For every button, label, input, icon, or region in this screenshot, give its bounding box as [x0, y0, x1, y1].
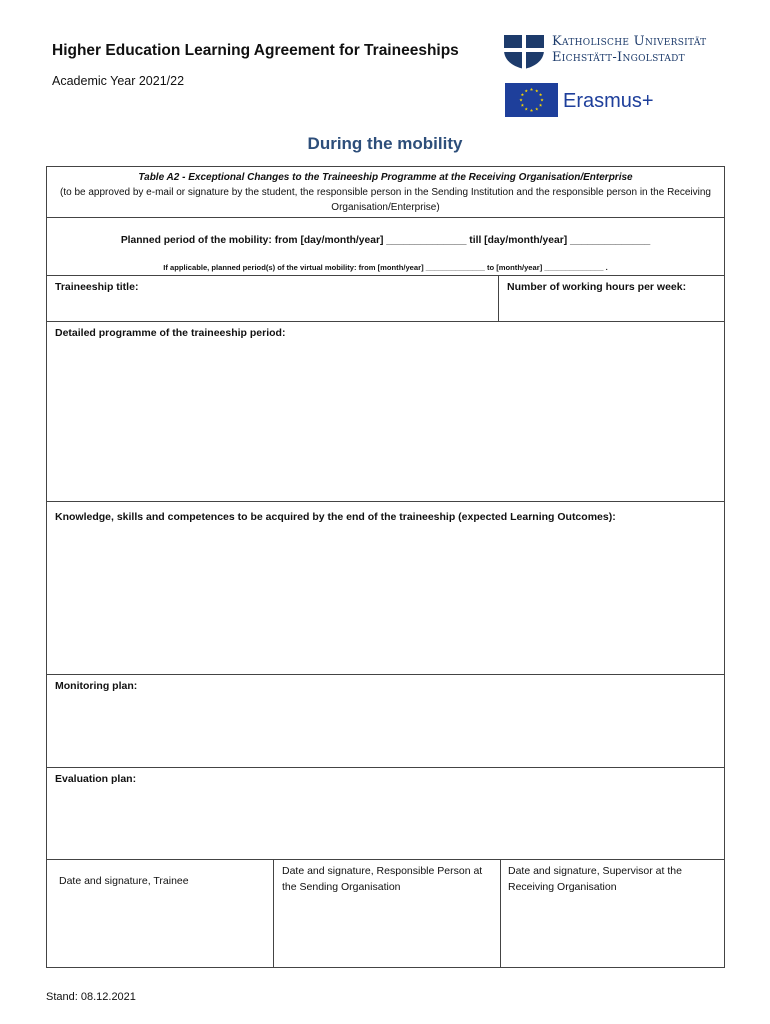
changes-form-table: [46, 166, 725, 968]
traineeship-title-field[interactable]: [47, 275, 498, 321]
monitoring-plan-field[interactable]: [47, 674, 724, 767]
erasmus-logo-text: Erasmus+: [563, 90, 654, 112]
signature-sending-field[interactable]: [273, 859, 500, 967]
document-title: Higher Education Learning Agreement for Traineeships: [52, 42, 459, 59]
working-hours-label: Number of working hours per week:: [507, 281, 687, 293]
learning-outcomes-label: Knowledge, skills and competences to be acquired by the end of the traineeship (expected Learning Outcomes):: [55, 511, 616, 523]
signature-receiving-field[interactable]: [500, 859, 724, 967]
programme-field[interactable]: [47, 321, 724, 501]
signature-trainee-label: Date and signature, Trainee: [59, 875, 189, 887]
signature-trainee-field[interactable]: [47, 859, 273, 967]
table-caption: [47, 167, 724, 217]
monitoring-plan-label: Monitoring plan:: [55, 680, 138, 692]
working-hours-field[interactable]: [498, 275, 724, 321]
table-caption-title: Table A2 - Exceptional Changes to the Traineeship Programme at the Receiving Organisation/Enterprise: [138, 172, 633, 183]
virtual-period-label: If applicable, planned period(s) of the virtual mobility: from [month/year] ______________ to [month/year] ______________ .: [163, 263, 608, 272]
university-name-line2: Eichstätt-Ingolstadt: [552, 50, 685, 65]
planned-period-row[interactable]: [47, 217, 724, 275]
university-name-line1: Katholische Universität: [552, 34, 707, 49]
eu-flag-icon: [505, 83, 558, 117]
planned-period-label: Planned period of the mobility: from [day/month/year] ______________ till [day/month/year] ______________: [120, 235, 651, 246]
footer-stand-date: Stand: 08.12.2021: [46, 991, 136, 1003]
programme-label: Detailed programme of the traineeship period:: [55, 327, 286, 339]
signature-sending-label: Date and signature, Responsible Person at the Sending Organisation: [282, 865, 483, 893]
university-shield-icon: [503, 34, 545, 70]
evaluation-plan-field[interactable]: [47, 767, 724, 859]
university-logo-text: [552, 34, 706, 66]
evaluation-plan-label: Evaluation plan:: [55, 773, 137, 785]
learning-outcomes-field[interactable]: [47, 501, 724, 674]
table-caption-note: (to be approved by e-mail or signature by the student, the responsible person in the Sending Institution and the responsible person in the Receiving Organisation/Enterprise): [60, 187, 711, 213]
academic-year: Academic Year 2021/22: [52, 74, 185, 88]
section-heading: During the mobility: [307, 134, 463, 153]
signature-receiving-label: Date and signature, Supervisor at the Receiving Organisation: [508, 865, 682, 893]
traineeship-title-label: Traineeship title:: [55, 281, 139, 293]
